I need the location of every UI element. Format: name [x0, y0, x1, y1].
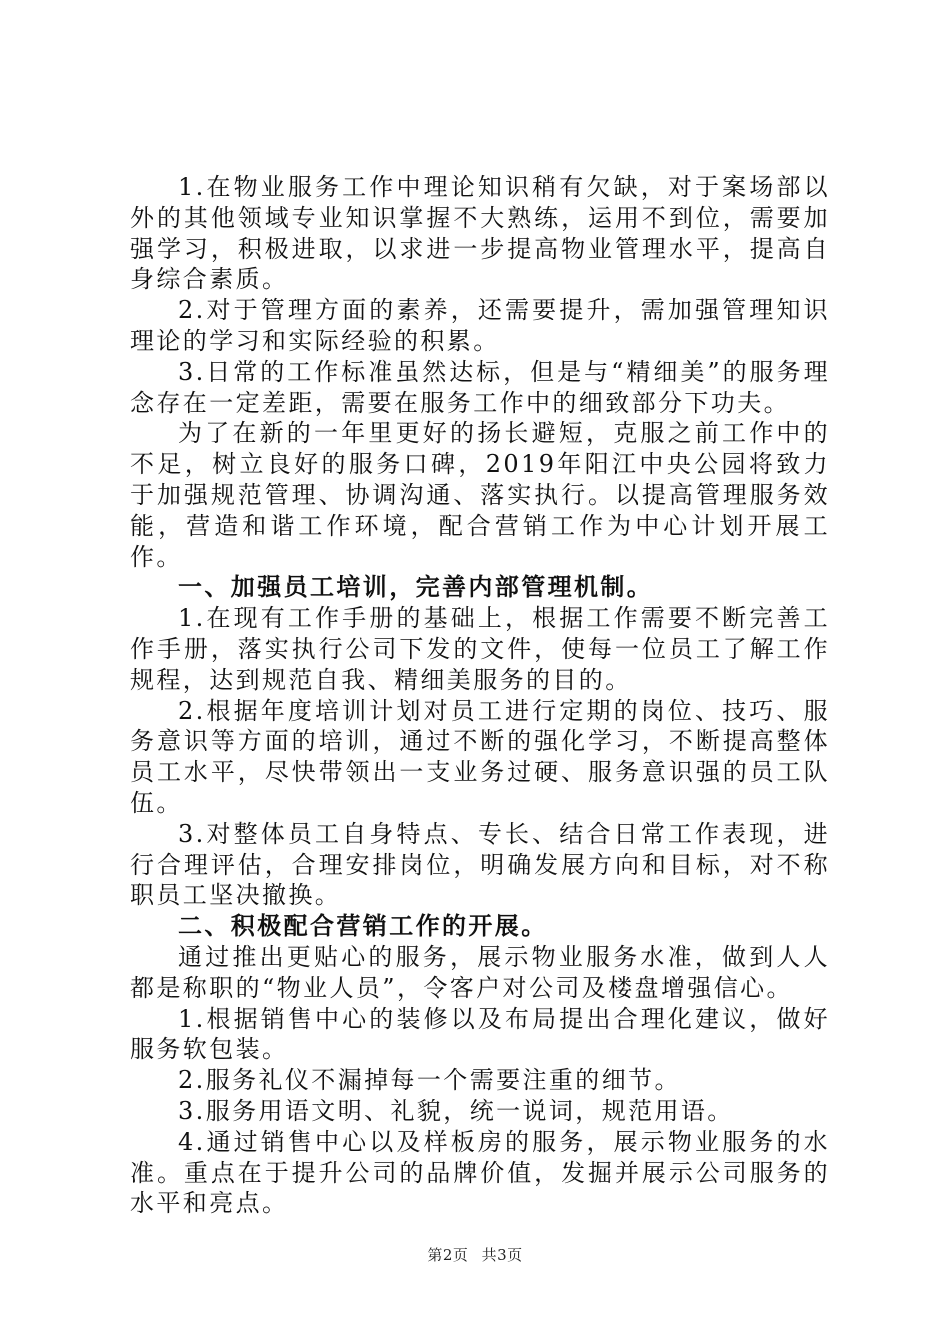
- paragraph-1: 2.对于管理方面的素养，还需要提升，需加强管理知识理论的学习和实际经验的积累。: [130, 296, 830, 355]
- paragraph-3: 为了在新的一年里更好的扬长避短，克服之前工作中的不足，树立良好的服务口碑，2019年阳江中央公园将致力于加强规范管理、协调沟通、落实执行。以提高管理服务效能，营造和谐工作环境，配合营销工作为中心计划开展工作。: [130, 419, 830, 571]
- page-number: 第2页: [427, 1246, 469, 1264]
- paragraph-12: 3.服务用语文明、礼貌，统一说词，规范用语。: [178, 1096, 734, 1125]
- paragraph-6: 2.根据年度培训计划对员工进行定期的岗位、技巧、服务意识等方面的培训，通过不断的强化学习，不断提高整体员工水平，尽快带领出一支业务过硬、服务意识强的员工队伍。: [130, 696, 830, 817]
- paragraph-0: 1.在物业服务工作中理论知识稍有欠缺，对于案场部以外的其他领域专业知识掌握不大熟练，运用不到位，需要加强学习，积极进取，以求进一步提高物业管理水平，提高自身综合素质。: [130, 173, 830, 294]
- paragraph-11: 2.服务礼仪不漏掉每一个需要注重的细节。: [178, 1066, 681, 1095]
- section-heading-1: 一、加强员工培训，完善内部管理机制。: [178, 572, 654, 602]
- paragraph-7: 3.对整体员工自身特点、专长、结合日常工作表现，进行合理评估，合理安排岗位，明确发展方向和目标，对不称职员工坚决撤换。: [130, 819, 830, 910]
- paragraph-10: 1.根据销售中心的装修以及布局提出合理化建议，做好服务软包装。: [130, 1004, 830, 1064]
- page-total: 共3页: [481, 1246, 523, 1264]
- paragraph-13: 4.通过销售中心以及样板房的服务，展示物业服务的水准。重点在于提升公司的品牌价值，发掘并展示公司服务的水平和亮点。: [130, 1127, 830, 1218]
- section-heading-2: 二、积极配合营销工作的开展。: [178, 911, 548, 941]
- page-footer: [0, 1244, 950, 1265]
- paragraph-9: 通过推出更贴心的服务，展示物业服务水准，做到人人都是称职的“物业人员”，令客户对公司及楼盘增强信心。: [130, 942, 830, 1002]
- paragraph-2: 3.日常的工作标准虽然达标，但是与“精细美”的服务理念存在一定差距，需要在服务工作中的细致部分下功夫。: [130, 357, 830, 417]
- document-body: [130, 172, 830, 1219]
- paragraph-5: 1.在现有工作手册的基础上，根据工作需要不断完善工作手册，落实执行公司下发的文件，使每一位员工了解工作规程，达到规范自我、精细美服务的目的。: [130, 604, 830, 694]
